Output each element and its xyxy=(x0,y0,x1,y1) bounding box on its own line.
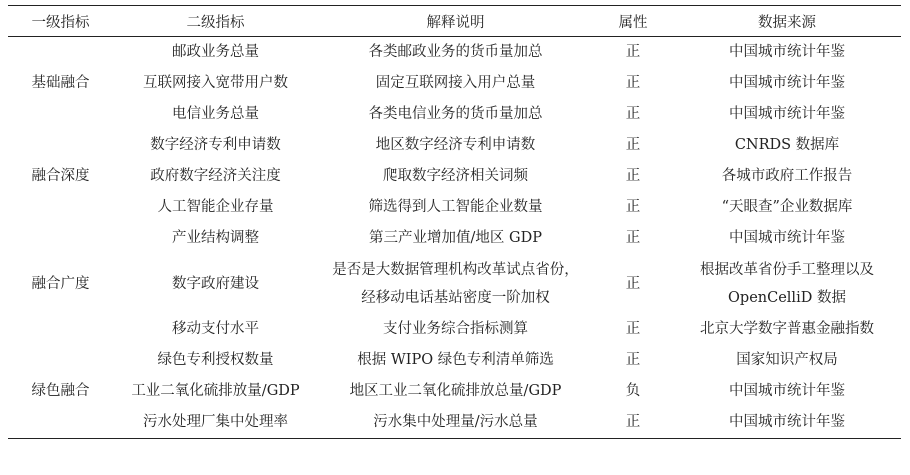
table-row xyxy=(8,99,901,130)
data-source-line: 北京大学数字普惠金融指数 xyxy=(700,321,874,337)
table-row xyxy=(8,223,901,254)
explanation-cell xyxy=(318,407,593,439)
explanation-line: 各类邮政业务的货币量加总 xyxy=(368,44,543,60)
primary-indicator-cell: 绿色融合 xyxy=(31,383,90,399)
data-source-cell xyxy=(673,192,901,223)
data-source-cell xyxy=(673,314,901,345)
table-row xyxy=(8,161,901,192)
explanation-cell xyxy=(318,314,593,345)
secondary-indicator-cell: 数字经济专利申请数 xyxy=(150,137,281,153)
secondary-indicator-cell: 人工智能企业存量 xyxy=(157,199,274,215)
table-row xyxy=(8,37,901,69)
explanation-line: 第三产业增加值/地区 GDP xyxy=(369,230,542,246)
secondary-indicator-cell: 电信业务总量 xyxy=(172,106,259,122)
secondary-indicator-cell: 污水处理厂集中处理率 xyxy=(143,414,288,430)
primary-indicator-cell: 融合深度 xyxy=(31,168,90,184)
data-source-cell xyxy=(673,37,901,69)
explanation-line: 地区工业二氧化硫排放总量/GDP xyxy=(349,383,562,399)
data-source-cell xyxy=(673,130,901,161)
secondary-indicator-cell: 移动支付水平 xyxy=(172,321,259,337)
explanation-cell xyxy=(318,68,593,99)
attribute-cell: 正 xyxy=(625,199,641,215)
secondary-indicator-cell: 政府数字经济关注度 xyxy=(150,168,281,184)
data-source-line: 中国城市统计年鉴 xyxy=(729,230,845,246)
data-source-line: 国家知识产权局 xyxy=(736,352,838,368)
header-primary-indicator: 一级指标 xyxy=(31,14,90,31)
explanation-cell xyxy=(318,192,593,223)
data-source-line: 中国城市统计年鉴 xyxy=(729,106,845,122)
data-source-line: 中国城市统计年鉴 xyxy=(729,414,845,430)
attribute-cell: 正 xyxy=(625,352,641,368)
data-source-line: “天眼查”企业数据库 xyxy=(721,199,853,215)
attribute-cell: 正 xyxy=(625,168,641,184)
table-row xyxy=(8,314,901,345)
explanation-line: 地区数字经济专利申请数 xyxy=(375,137,536,153)
table-body xyxy=(8,37,901,439)
header-row xyxy=(8,6,901,37)
attribute-cell: 正 xyxy=(625,321,641,337)
explanation-cell xyxy=(318,161,593,192)
table-row xyxy=(8,254,901,314)
attribute-cell: 正 xyxy=(625,276,641,292)
table-row xyxy=(8,407,901,439)
secondary-indicator-cell: 邮政业务总量 xyxy=(172,44,259,60)
explanation-cell xyxy=(318,254,593,314)
primary-indicator-cell: 融合广度 xyxy=(31,275,90,292)
attribute-cell: 正 xyxy=(625,75,641,91)
table-row xyxy=(8,130,901,161)
data-source-cell xyxy=(673,345,901,376)
data-source-cell xyxy=(673,376,901,407)
primary-indicator-cell: 基础融合 xyxy=(31,75,90,91)
header-explanation: 解释说明 xyxy=(426,14,485,31)
data-source-line: 根据改革省份手工整理以及 xyxy=(700,262,874,278)
explanation-line: 筛选得到人工智能企业数量 xyxy=(368,199,543,215)
secondary-indicator-cell: 工业二氧化硫排放量/GDP xyxy=(131,383,300,399)
data-source-cell xyxy=(673,223,901,254)
data-source-line: 中国城市统计年鉴 xyxy=(729,75,845,91)
data-source-cell xyxy=(673,161,901,192)
explanation-line: 是否是大数据管理机构改革试点省份， xyxy=(332,262,579,278)
explanation-line: 支付业务综合指标测算 xyxy=(383,321,528,337)
explanation-cell xyxy=(318,345,593,376)
header-secondary-indicator: 二级指标 xyxy=(186,14,245,31)
explanation-line: 经移动电话基站密度一阶加权 xyxy=(361,290,550,306)
header-data-source: 数据来源 xyxy=(758,14,816,31)
header-attribute: 属性 xyxy=(618,14,648,31)
explanation-line: 固定互联网接入用户总量 xyxy=(375,75,536,91)
attribute-cell: 正 xyxy=(625,230,641,246)
explanation-line: 污水集中处理量/污水总量 xyxy=(373,414,538,430)
data-source-cell xyxy=(673,68,901,99)
data-source-line: CNRDS 数据库 xyxy=(734,137,840,153)
secondary-indicator-cell: 互联网接入宽带用户数 xyxy=(143,75,288,91)
data-source-cell xyxy=(673,407,901,439)
explanation-line: 爬取数字经济相关词频 xyxy=(383,168,528,184)
explanation-cell xyxy=(318,376,593,407)
attribute-cell: 负 xyxy=(625,383,641,399)
data-source-line: 中国城市统计年鉴 xyxy=(729,44,845,60)
explanation-cell xyxy=(318,99,593,130)
secondary-indicator-cell: 绿色专利授权数量 xyxy=(157,352,274,368)
table-row xyxy=(8,192,901,223)
explanation-cell xyxy=(318,130,593,161)
attribute-cell: 正 xyxy=(625,414,641,430)
secondary-indicator-cell: 产业结构调整 xyxy=(172,230,259,246)
table-row xyxy=(8,345,901,376)
explanation-cell xyxy=(318,37,593,69)
data-source-line: OpenCelliD 数据 xyxy=(728,290,846,306)
data-source-cell xyxy=(673,99,901,130)
table-row xyxy=(8,376,901,407)
secondary-indicator-cell: 数字政府建设 xyxy=(172,276,259,292)
table-row xyxy=(8,68,901,99)
attribute-cell: 正 xyxy=(625,137,641,153)
attribute-cell: 正 xyxy=(625,44,641,60)
indicator-table xyxy=(8,5,901,439)
data-source-line: 中国城市统计年鉴 xyxy=(729,383,845,399)
explanation-line: 根据 WIPO 绿色专利清单筛选 xyxy=(357,352,554,368)
data-source-line: 各城市政府工作报告 xyxy=(721,168,853,184)
attribute-cell: 正 xyxy=(625,106,641,122)
explanation-cell xyxy=(318,223,593,254)
explanation-line: 各类电信业务的货币量加总 xyxy=(368,106,543,122)
data-source-cell xyxy=(673,254,901,314)
